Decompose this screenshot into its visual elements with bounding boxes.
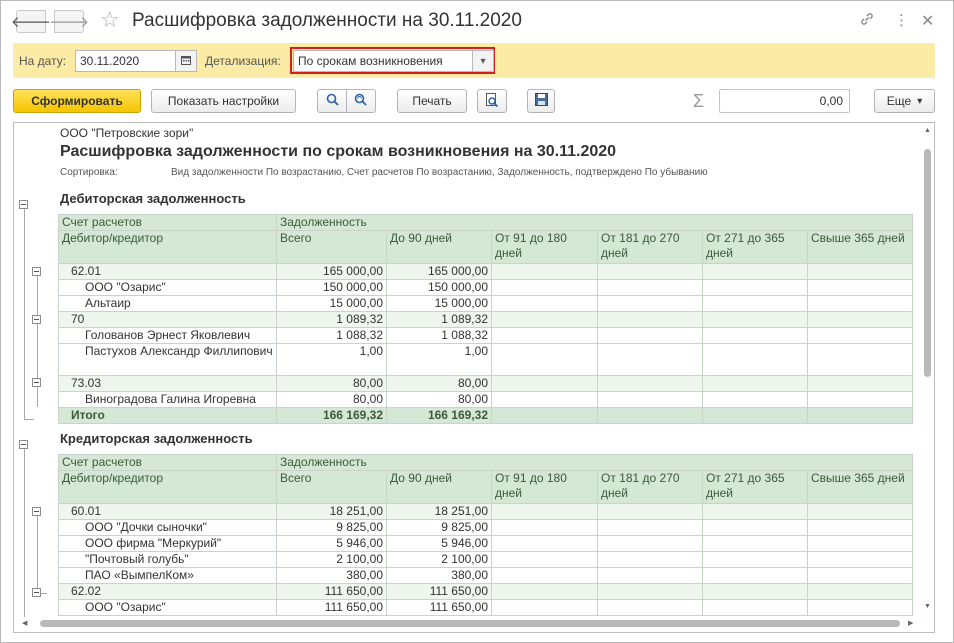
to90-cell: 1 088,32 bbox=[387, 328, 492, 344]
account-name: 60.01 bbox=[59, 504, 277, 520]
to90-cell: 111 650,00 bbox=[387, 600, 492, 616]
total-value: 166 169,32 bbox=[277, 408, 387, 424]
empty-cell bbox=[808, 520, 913, 536]
empty-cell bbox=[808, 344, 913, 376]
empty-cell bbox=[808, 568, 913, 584]
outline-gutter bbox=[14, 123, 58, 616]
empty-cell bbox=[598, 280, 703, 296]
total-cell: 9 825,00 bbox=[277, 520, 387, 536]
parameters-panel bbox=[13, 43, 935, 78]
table-row[interactable] bbox=[59, 600, 913, 616]
header-271-365: От 271 до 365 дней bbox=[703, 471, 808, 504]
total-to90: 166 169,32 bbox=[387, 408, 492, 424]
empty-cell bbox=[808, 600, 913, 616]
total-cell: 80,00 bbox=[277, 376, 387, 392]
account-name: 62.01 bbox=[59, 264, 277, 280]
header-party: Дебитор/кредитор bbox=[59, 471, 277, 504]
empty-cell bbox=[703, 392, 808, 408]
sort-value: Вид задолженности По возрастанию, Счет расчетов По возрастанию, Задолженность, подтверждено По убыванию bbox=[171, 167, 708, 178]
total-cell: 18 251,00 bbox=[277, 504, 387, 520]
empty-cell bbox=[703, 344, 808, 376]
horizontal-scroll-thumb[interactable] bbox=[40, 620, 900, 627]
to90-cell: 5 946,00 bbox=[387, 536, 492, 552]
sort-label: Сортировка: bbox=[60, 167, 118, 178]
empty-cell bbox=[808, 552, 913, 568]
collapse-credit-toggle[interactable] bbox=[19, 440, 28, 449]
collapse-debit-toggle[interactable] bbox=[19, 200, 28, 209]
empty-cell bbox=[598, 392, 703, 408]
header-181-270: От 181 до 270 дней bbox=[598, 231, 703, 264]
empty-cell bbox=[703, 328, 808, 344]
empty-cell bbox=[492, 552, 598, 568]
party-name: ООО "Озарис" bbox=[59, 600, 277, 616]
empty-cell bbox=[492, 264, 598, 280]
collapse-acc-6201-toggle[interactable] bbox=[32, 267, 41, 276]
empty-cell bbox=[492, 312, 598, 328]
empty-cell bbox=[703, 584, 808, 600]
empty-cell bbox=[492, 584, 598, 600]
organization-name: ООО "Петровские зори" bbox=[60, 126, 194, 140]
party-name: Пастухов Александр Филлипович bbox=[59, 344, 277, 376]
table-row[interactable] bbox=[59, 392, 913, 408]
more-vertical-icon[interactable]: ⋮ bbox=[894, 12, 909, 29]
vertical-scroll-thumb[interactable] bbox=[924, 149, 931, 377]
empty-cell bbox=[703, 600, 808, 616]
header-181-270: От 181 до 270 дней bbox=[598, 471, 703, 504]
empty-cell bbox=[492, 392, 598, 408]
empty-cell bbox=[598, 504, 703, 520]
credit-heading: Кредиторская задолженность bbox=[60, 431, 253, 446]
empty-cell bbox=[808, 312, 913, 328]
party-name: Виноградова Галина Игоревна bbox=[59, 392, 277, 408]
credit-table bbox=[58, 454, 913, 616]
table-row[interactable] bbox=[59, 552, 913, 568]
header-over365: Свыше 365 дней bbox=[808, 231, 913, 264]
total-cell: 111 650,00 bbox=[277, 584, 387, 600]
arrow-right-icon: 🡒 bbox=[48, 14, 90, 31]
header-91-180: От 91 до 180 дней bbox=[492, 471, 598, 504]
empty-cell bbox=[703, 376, 808, 392]
account-name: 70 bbox=[59, 312, 277, 328]
table-header-row bbox=[59, 215, 913, 231]
scroll-left-icon[interactable]: ◀ bbox=[22, 620, 28, 627]
header-debt: Задолженность bbox=[277, 215, 913, 231]
detail-dropdown-button[interactable] bbox=[472, 50, 494, 72]
forward-button[interactable] bbox=[48, 10, 90, 33]
empty-cell bbox=[703, 312, 808, 328]
table-row[interactable] bbox=[59, 520, 913, 536]
account-row[interactable] bbox=[59, 584, 913, 600]
print-preview-icon bbox=[485, 93, 499, 110]
total-cell: 165 000,00 bbox=[277, 264, 387, 280]
table-header-row bbox=[59, 471, 913, 504]
collapse-acc-6202-toggle[interactable] bbox=[32, 588, 41, 597]
empty-cell bbox=[492, 344, 598, 376]
empty-cell bbox=[598, 376, 703, 392]
empty-cell bbox=[492, 600, 598, 616]
to90-cell: 1 089,32 bbox=[387, 312, 492, 328]
total-cell: 111 650,00 bbox=[277, 600, 387, 616]
to90-cell: 165 000,00 bbox=[387, 264, 492, 280]
search-replace-button[interactable] bbox=[346, 89, 376, 113]
to90-cell: 2 100,00 bbox=[387, 552, 492, 568]
debit-heading: Дебиторская задолженность bbox=[60, 191, 246, 206]
total-cell: 15 000,00 bbox=[277, 296, 387, 312]
empty-cell bbox=[703, 520, 808, 536]
to90-cell: 80,00 bbox=[387, 392, 492, 408]
party-name: "Почтовый голубь" bbox=[59, 552, 277, 568]
header-91-180: От 91 до 180 дней bbox=[492, 231, 598, 264]
total-label: Итого bbox=[59, 408, 277, 424]
total-row[interactable] bbox=[59, 408, 913, 424]
total-cell: 380,00 bbox=[277, 568, 387, 584]
print-button[interactable]: Печать bbox=[397, 89, 467, 113]
scroll-right-icon[interactable]: ▶ bbox=[908, 620, 914, 627]
empty-cell bbox=[703, 536, 808, 552]
header-party: Дебитор/кредитор bbox=[59, 231, 277, 264]
empty-cell bbox=[492, 536, 598, 552]
title-bar bbox=[1, 1, 953, 41]
link-icon[interactable] bbox=[859, 11, 875, 31]
empty-cell bbox=[598, 296, 703, 312]
date-label: На дату: bbox=[19, 54, 67, 68]
horizontal-scrollbar[interactable] bbox=[16, 617, 920, 630]
header-debt: Задолженность bbox=[277, 455, 913, 471]
chevron-down-icon: ▾ bbox=[480, 55, 486, 67]
header-account: Счет расчетов bbox=[59, 455, 277, 471]
scroll-up-icon[interactable]: ▲ bbox=[924, 127, 931, 134]
table-row[interactable] bbox=[59, 536, 913, 552]
empty-cell bbox=[703, 296, 808, 312]
collapse-acc-70-toggle[interactable] bbox=[32, 315, 41, 324]
party-name: ПАО «ВымпелКом» bbox=[59, 568, 277, 584]
header-over365: Свыше 365 дней bbox=[808, 471, 913, 504]
report-title: Расшифровка задолженности по срокам возникновения на 30.11.2020 bbox=[60, 143, 617, 160]
window-title: Расшифровка задолженности на 30.11.2020 bbox=[132, 10, 522, 31]
empty-cell bbox=[703, 264, 808, 280]
account-row[interactable] bbox=[59, 376, 913, 392]
total-cell: 5 946,00 bbox=[277, 536, 387, 552]
show-settings-button[interactable]: Показать настройки bbox=[151, 89, 296, 113]
arrow-left-icon: 🡐 bbox=[10, 14, 52, 31]
generate-button[interactable]: Сформировать bbox=[13, 89, 141, 113]
collapse-acc-7303-toggle[interactable] bbox=[32, 378, 41, 387]
empty-cell bbox=[808, 536, 913, 552]
calendar-icon bbox=[181, 55, 191, 68]
back-button[interactable] bbox=[10, 10, 52, 33]
more-button[interactable] bbox=[874, 89, 935, 113]
party-name: ООО "Озарис" bbox=[59, 280, 277, 296]
total-cell: 80,00 bbox=[277, 392, 387, 408]
empty-cell bbox=[598, 264, 703, 280]
empty-cell bbox=[703, 504, 808, 520]
header-to90: До 90 дней bbox=[387, 471, 492, 504]
table-row[interactable] bbox=[59, 296, 913, 312]
empty-cell bbox=[598, 600, 703, 616]
star-icon[interactable]: ☆ bbox=[100, 7, 120, 32]
header-account: Счет расчетов bbox=[59, 215, 277, 231]
empty-cell bbox=[808, 504, 913, 520]
empty-cell bbox=[808, 296, 913, 312]
chevron-down-icon: ▾ bbox=[917, 95, 923, 107]
table-header-row bbox=[59, 231, 913, 264]
empty-cell bbox=[598, 520, 703, 536]
empty-cell bbox=[598, 552, 703, 568]
to90-cell: 380,00 bbox=[387, 568, 492, 584]
empty-cell bbox=[598, 344, 703, 376]
to90-cell: 150 000,00 bbox=[387, 280, 492, 296]
empty-cell bbox=[492, 568, 598, 584]
calendar-button[interactable] bbox=[175, 50, 197, 72]
empty-cell bbox=[808, 280, 913, 296]
vertical-scrollbar[interactable] bbox=[922, 125, 933, 615]
table-row[interactable] bbox=[59, 344, 913, 376]
date-input[interactable]: 30.11.2020 bbox=[75, 50, 176, 72]
to90-cell: 15 000,00 bbox=[387, 296, 492, 312]
party-name: Альтаир bbox=[59, 296, 277, 312]
search-refresh-icon bbox=[354, 93, 368, 109]
more-label: Еще bbox=[886, 94, 912, 108]
total-cell: 1 088,32 bbox=[277, 328, 387, 344]
header-271-365: От 271 до 365 дней bbox=[703, 231, 808, 264]
empty-cell bbox=[492, 280, 598, 296]
total-cell: 1,00 bbox=[277, 344, 387, 376]
empty-cell bbox=[703, 280, 808, 296]
empty-cell bbox=[808, 392, 913, 408]
empty-cell bbox=[492, 296, 598, 312]
sum-field[interactable]: 0,00 bbox=[719, 89, 850, 113]
to90-cell: 1,00 bbox=[387, 344, 492, 376]
empty-cell bbox=[808, 328, 913, 344]
empty-cell bbox=[808, 584, 913, 600]
detail-label: Детализация: bbox=[205, 54, 281, 68]
empty-cell bbox=[598, 584, 703, 600]
print-preview-button[interactable] bbox=[477, 89, 507, 113]
account-row[interactable] bbox=[59, 312, 913, 328]
account-name: 62.02 bbox=[59, 584, 277, 600]
to90-cell: 18 251,00 bbox=[387, 504, 492, 520]
account-name: 73.03 bbox=[59, 376, 277, 392]
party-name: ООО "Дочки сыночки" bbox=[59, 520, 277, 536]
sum-icon: Σ bbox=[693, 91, 705, 111]
table-header-row bbox=[59, 455, 913, 471]
empty-cell bbox=[598, 568, 703, 584]
party-name: ООО фирма "Меркурий" bbox=[59, 536, 277, 552]
close-icon[interactable]: ✕ bbox=[921, 13, 935, 30]
to90-cell: 9 825,00 bbox=[387, 520, 492, 536]
header-to90: До 90 дней bbox=[387, 231, 492, 264]
table-row[interactable] bbox=[59, 328, 913, 344]
table-row[interactable] bbox=[59, 280, 913, 296]
header-total: Всего bbox=[277, 471, 387, 504]
save-button[interactable] bbox=[527, 89, 555, 113]
total-cell: 2 100,00 bbox=[277, 552, 387, 568]
save-icon bbox=[535, 93, 548, 109]
search-icon bbox=[326, 93, 339, 109]
total-cell: 1 089,32 bbox=[277, 312, 387, 328]
collapse-acc-6001-toggle[interactable] bbox=[32, 507, 41, 516]
account-row[interactable] bbox=[59, 264, 913, 280]
party-name: Голованов Эрнест Яковлевич bbox=[59, 328, 277, 344]
total-cell: 150 000,00 bbox=[277, 280, 387, 296]
empty-cell bbox=[492, 504, 598, 520]
detail-select[interactable]: По срокам возникновения bbox=[293, 50, 473, 72]
empty-cell bbox=[808, 264, 913, 280]
empty-cell bbox=[703, 568, 808, 584]
empty-cell bbox=[598, 328, 703, 344]
to90-cell: 80,00 bbox=[387, 376, 492, 392]
empty-cell bbox=[598, 536, 703, 552]
header-total: Всего bbox=[277, 231, 387, 264]
to90-cell: 111 650,00 bbox=[387, 584, 492, 600]
search-button[interactable] bbox=[317, 89, 347, 113]
empty-cell bbox=[703, 552, 808, 568]
empty-cell bbox=[492, 328, 598, 344]
empty-cell bbox=[492, 376, 598, 392]
empty-cell bbox=[808, 376, 913, 392]
table-row[interactable] bbox=[59, 568, 913, 584]
scroll-down-icon[interactable]: ▼ bbox=[924, 603, 931, 610]
debit-table bbox=[58, 214, 913, 424]
report-area[interactable] bbox=[13, 122, 935, 633]
empty-cell bbox=[598, 312, 703, 328]
empty-cell bbox=[492, 520, 598, 536]
account-row[interactable] bbox=[59, 504, 913, 520]
